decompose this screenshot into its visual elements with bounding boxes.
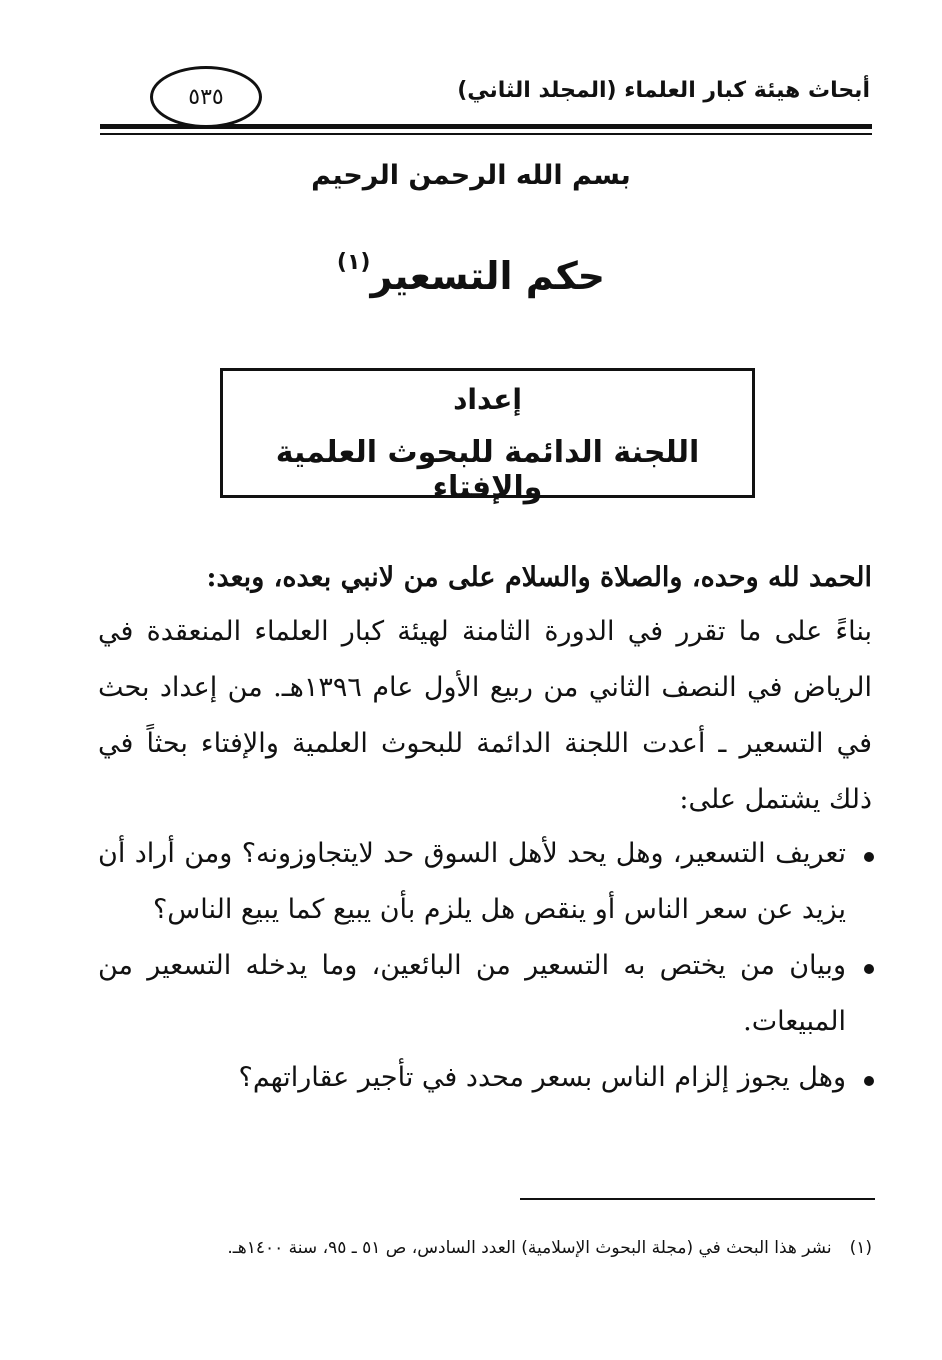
bullet-icon	[864, 1076, 874, 1086]
main-paragraph: بناءً على ما تقرر في الدورة الثامنة لهيئة كبار العلماء المنعقدة في الرياض في النصف الثاني من ربيع الأول عام ١٣٩٦هـ. من إعداد بحث في التسعير ـ أعدت اللجنة الدائمة للبحوث العلمية والإفتاء بحثاً في ذلك يشتمل على:	[98, 616, 872, 815]
page-title-text: حكم التسعير	[370, 254, 606, 298]
list-item	[98, 826, 876, 938]
bullet-icon	[864, 964, 874, 974]
basmala: بسم الله الرحمن الرحيم	[311, 160, 631, 191]
topics-list	[98, 826, 876, 1106]
prepared-by-box	[220, 368, 755, 505]
list-item-text: وبيان من يختص به التسعير من البائعين، وما يدخله التسعير من المبيعات.	[98, 950, 846, 1037]
page-number	[150, 66, 262, 128]
list-item-text: وهل يجوز إلزام الناس بسعر محدد في تأجير عقاراتهم؟	[238, 1062, 846, 1093]
header-rule-thin	[100, 133, 872, 135]
footnote	[110, 1238, 872, 1258]
prepared-by-label: إعداد	[453, 383, 522, 416]
bullet-icon	[864, 852, 874, 862]
list-item-text: تعريف التسعير، وهل يحد لأهل السوق حد لايتجاوزونه؟ ومن أراد أن يزيد عن سعر الناس أو ينقص هل يلزم بأن يبيع كما يبيع الناس؟	[98, 838, 846, 925]
title-footnote-ref: (١)	[336, 250, 371, 275]
footnote-text: نشر هذا البحث في (مجلة البحوث الإسلامية) العدد السادس، ص ٥١ ـ ٩٥، سنة ١٤٠٠هـ.	[227, 1238, 832, 1258]
page-title	[0, 250, 942, 298]
footnote-separator	[520, 1198, 875, 1200]
list-item	[98, 938, 876, 1050]
list-item	[98, 1050, 876, 1106]
page-number-text: ٥٣٥	[188, 84, 224, 110]
committee-name: اللجنة الدائمة للبحوث العلمية والإفتاء	[275, 435, 700, 505]
footnote-marker: (١)	[849, 1238, 872, 1258]
running-head: أبحاث هيئة كبار العلماء (المجلد الثاني)	[457, 78, 870, 103]
opening-paragraph: الحمد لله وحده، والصلاة والسلام على من لانبي بعده، وبعد:	[206, 562, 872, 593]
